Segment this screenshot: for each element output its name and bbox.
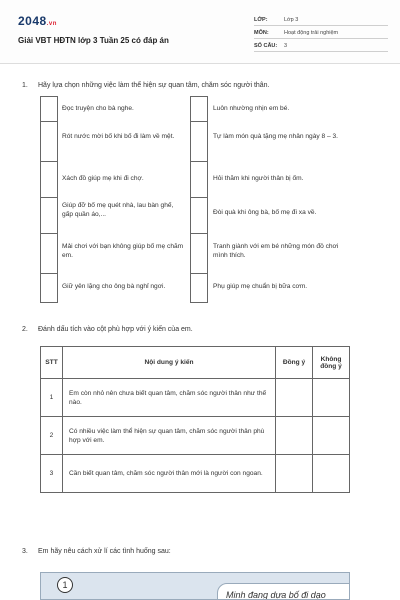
disagree-cell[interactable] (313, 379, 350, 417)
disagree-cell[interactable] (313, 417, 350, 455)
disagree-cell[interactable] (313, 455, 350, 493)
option-checkbox[interactable] (190, 273, 208, 303)
option-checkbox[interactable] (40, 121, 58, 161)
document-meta (254, 14, 388, 53)
option-checkbox[interactable] (190, 197, 208, 233)
logo-suffix: .vn (46, 21, 57, 27)
option-checkbox[interactable] (40, 273, 58, 303)
row-content: Em còn nhỏ nên chưa biết quan tâm, chăm sóc người thân như thế nào. (63, 379, 276, 417)
question-number: 1. (22, 82, 28, 89)
option-checkbox[interactable] (40, 197, 58, 233)
option-checkbox[interactable] (190, 233, 208, 273)
option-label: Tranh giành với em bé những món đồ chơi mình thích. (213, 243, 339, 259)
situation-number-badge: 1 (57, 577, 73, 593)
option-label: Xách đồ giúp mẹ khi đi chợ. (62, 175, 144, 182)
agree-cell[interactable] (276, 379, 313, 417)
question-text: Hãy lựa chọn những việc làm thể hiện sự quan tâm, chăm sóc người thân. (38, 82, 270, 89)
speech-bubble: Minh đang dựa bố đi dạo (217, 583, 350, 600)
document-header (0, 0, 400, 64)
option-checkbox[interactable] (190, 96, 208, 121)
option-label: Giúp đỡ bố mẹ quét nhà, lau bàn ghế, gấp quần áo,... (62, 202, 174, 218)
meta-row-class (254, 14, 388, 26)
question-text: Em hãy nêu cách xử lí các tình huống sau: (38, 548, 171, 555)
column-header-disagree: Không đồng ý (313, 347, 350, 379)
meta-row-subject (254, 27, 388, 39)
meta-key: SỐ CÂU: (254, 43, 278, 49)
meta-key: LỚP: (254, 17, 268, 23)
option-checkbox[interactable] (40, 233, 58, 273)
question-2 (22, 326, 193, 333)
row-number: 3 (41, 455, 63, 493)
agree-cell[interactable] (276, 455, 313, 493)
option-label: Rót nước mời bố khi bố đi làm về mệt. (62, 133, 175, 140)
document-title: Giải VBT HĐTN lớp 3 Tuần 25 có đáp án (18, 36, 169, 45)
question-number: 2. (22, 326, 28, 333)
option-checkbox[interactable] (40, 96, 58, 121)
option-checkbox[interactable] (190, 121, 208, 161)
question-number: 3. (22, 548, 28, 555)
meta-row-count (254, 40, 388, 52)
meta-value: 3 (284, 43, 288, 49)
question-text: Đánh dấu tích vào cột phù hợp với ý kiến của em. (38, 326, 193, 333)
column-header-agree: Đồng ý (276, 347, 313, 379)
situation-illustration (40, 572, 350, 600)
question-1 (22, 82, 270, 89)
row-content: Có nhiều việc làm thể hiện sự quan tâm, chăm sóc người thân phù hợp với em. (63, 417, 276, 455)
opinion-table (40, 346, 350, 493)
table-row (41, 379, 350, 417)
table-header-row (41, 347, 350, 379)
agree-cell[interactable] (276, 417, 313, 455)
option-label: Giữ yên lặng cho ông bà nghỉ ngơi. (62, 283, 166, 290)
option-checkbox[interactable] (40, 161, 58, 197)
logo-text: 2048 (18, 14, 47, 28)
option-label: Tự làm món quà tặng mẹ nhân ngày 8 – 3. (213, 133, 339, 140)
column-header-content: Nội dung ý kiến (63, 347, 276, 379)
option-label: Mải chơi với bạn không giúp bố mẹ chăm em. (62, 243, 184, 259)
meta-key: MÔN: (254, 30, 269, 36)
table-row (41, 417, 350, 455)
column-header-stt: STT (41, 347, 63, 379)
option-label: Luôn nhường nhịn em bé. (213, 105, 290, 112)
option-label: Đọc truyện cho bà nghe. (62, 105, 134, 112)
option-label: Đòi quà khi ông bà, bố mẹ đi xa về. (213, 209, 317, 216)
meta-value: Hoạt động trải nghiệm (284, 30, 339, 36)
option-label: Hỏi thăm khi người thân bị ốm. (213, 175, 304, 182)
question-3 (22, 548, 171, 555)
row-content: Cần biết quan tâm, chăm sóc người thân mới là người con ngoan. (63, 455, 276, 493)
option-checkbox[interactable] (190, 161, 208, 197)
row-number: 1 (41, 379, 63, 417)
table-row (41, 455, 350, 493)
meta-value: Lớp 3 (284, 17, 299, 23)
row-number: 2 (41, 417, 63, 455)
option-label: Phụ giúp mẹ chuẩn bị bữa cơm. (213, 283, 308, 290)
site-logo[interactable] (18, 14, 57, 28)
